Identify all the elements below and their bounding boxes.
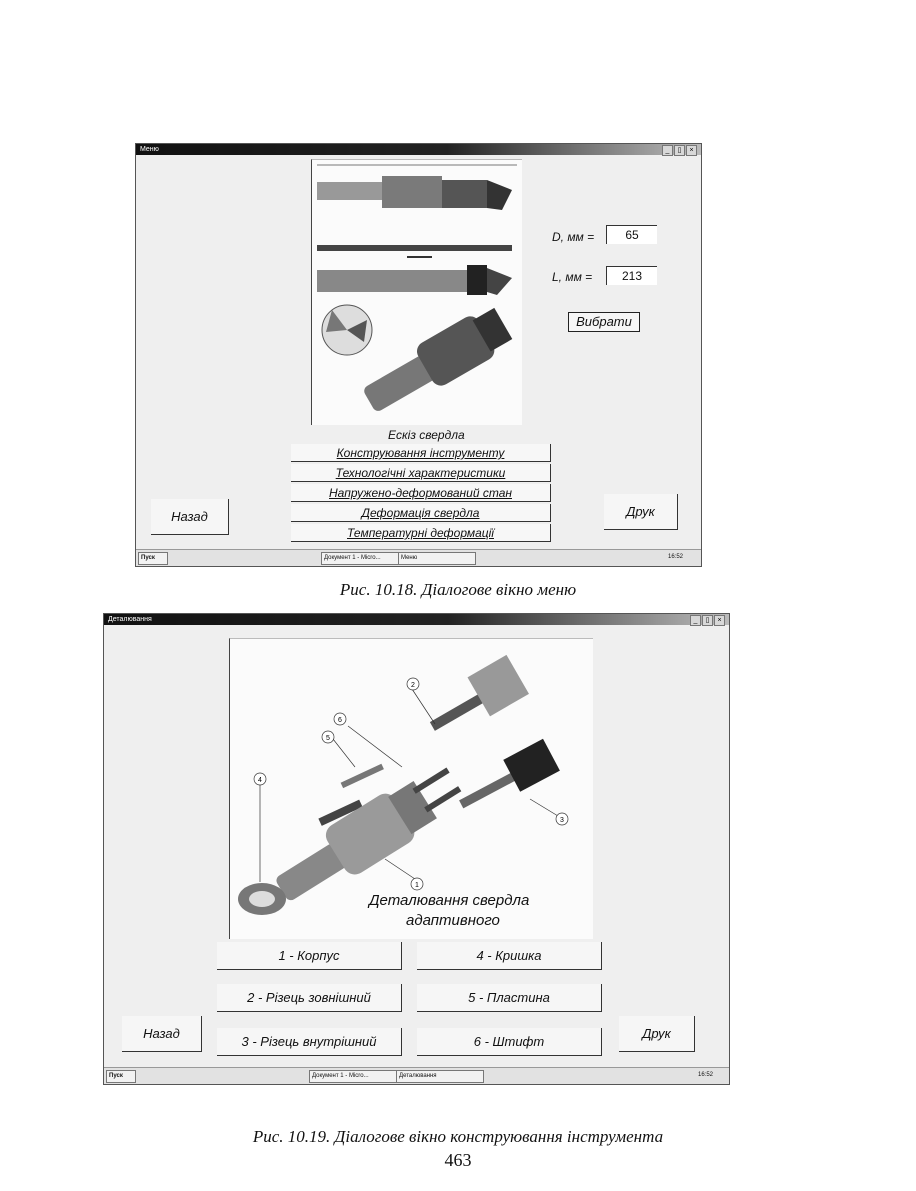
menu-item-tool-design[interactable]: Конструювання інструменту [291, 444, 551, 462]
figure-caption-2: Рис. 10.19. Діалогове вікно конструювання інструмента [252, 1127, 664, 1146]
menu-item-thermal-deformation[interactable]: Температурні деформації [291, 524, 551, 542]
heading-line-2: адаптивного [406, 912, 500, 929]
maximize-button[interactable]: ▯ [674, 145, 685, 156]
print-button[interactable]: Друк [619, 1016, 695, 1052]
taskbar-item-detailing[interactable]: Деталювання [396, 1070, 484, 1083]
menu-item-tech-characteristics[interactable]: Технологічні характеристики [291, 464, 551, 482]
taskbar-clock: 16:52 [668, 554, 684, 560]
menu-window [135, 143, 702, 567]
taskbar-item-document[interactable]: Документ 1 - Micro... [321, 552, 399, 565]
part-button-outer-cutter[interactable]: 2 - Різець зовнішний [217, 984, 402, 1012]
back-button[interactable]: Назад [151, 499, 229, 535]
callout-5: 5 [326, 735, 330, 742]
detailing-window [103, 613, 730, 1085]
figure-caption-1: Рис. 10.18. Діалогове вікно меню [339, 580, 577, 599]
callout-1: 1 [415, 882, 419, 889]
start-button[interactable]: Пуск [106, 1070, 136, 1083]
back-button[interactable]: Назад [122, 1016, 202, 1052]
taskbar [136, 549, 701, 566]
close-button[interactable]: × [714, 615, 725, 626]
window-title: Меню [140, 146, 159, 153]
window-title: Деталювання [108, 616, 152, 623]
sketch-label: Ескіз свердла [388, 428, 465, 442]
part-button-plate[interactable]: 5 - Пластина [417, 984, 602, 1012]
title-bar [104, 614, 729, 625]
l-input[interactable]: 213 [606, 266, 657, 285]
minimize-button[interactable]: _ [690, 615, 701, 626]
heading-line-1: Деталювання свердла [369, 892, 530, 909]
d-label: D, мм = [552, 230, 595, 244]
start-button[interactable]: Пуск [138, 552, 168, 565]
d-input[interactable]: 65 [606, 225, 657, 244]
l-label: L, мм = [552, 270, 593, 284]
minimize-button[interactable]: _ [662, 145, 673, 156]
drill-sketch-panel [311, 159, 522, 425]
title-bar [136, 144, 701, 155]
callout-2: 2 [411, 682, 415, 689]
taskbar-item-menu[interactable]: Меню [398, 552, 476, 565]
callout-6: 6 [338, 717, 342, 724]
choose-button[interactable]: Вибрати [568, 312, 640, 332]
taskbar [104, 1067, 729, 1084]
close-button[interactable]: × [686, 145, 697, 156]
menu-item-drill-deformation[interactable]: Деформація свердла [291, 504, 551, 522]
taskbar-clock: 16:52 [698, 1072, 714, 1078]
part-button-cover[interactable]: 4 - Кришка [417, 942, 602, 970]
maximize-button[interactable]: ▯ [702, 615, 713, 626]
menu-item-stress-state[interactable]: Напружено-деформований стан [291, 484, 551, 502]
part-button-pin[interactable]: 6 - Штифт [417, 1028, 602, 1056]
callout-3: 3 [560, 817, 564, 824]
callout-4: 4 [258, 777, 262, 784]
print-button[interactable]: Друк [604, 494, 678, 530]
part-button-inner-cutter[interactable]: 3 - Різець внутрішний [217, 1028, 402, 1056]
taskbar-item-document[interactable]: Документ 1 - Micro... [309, 1070, 397, 1083]
part-button-body[interactable]: 1 - Корпус [217, 942, 402, 970]
page-number: 463 [444, 1150, 472, 1170]
drill-sketch-image [312, 160, 522, 425]
